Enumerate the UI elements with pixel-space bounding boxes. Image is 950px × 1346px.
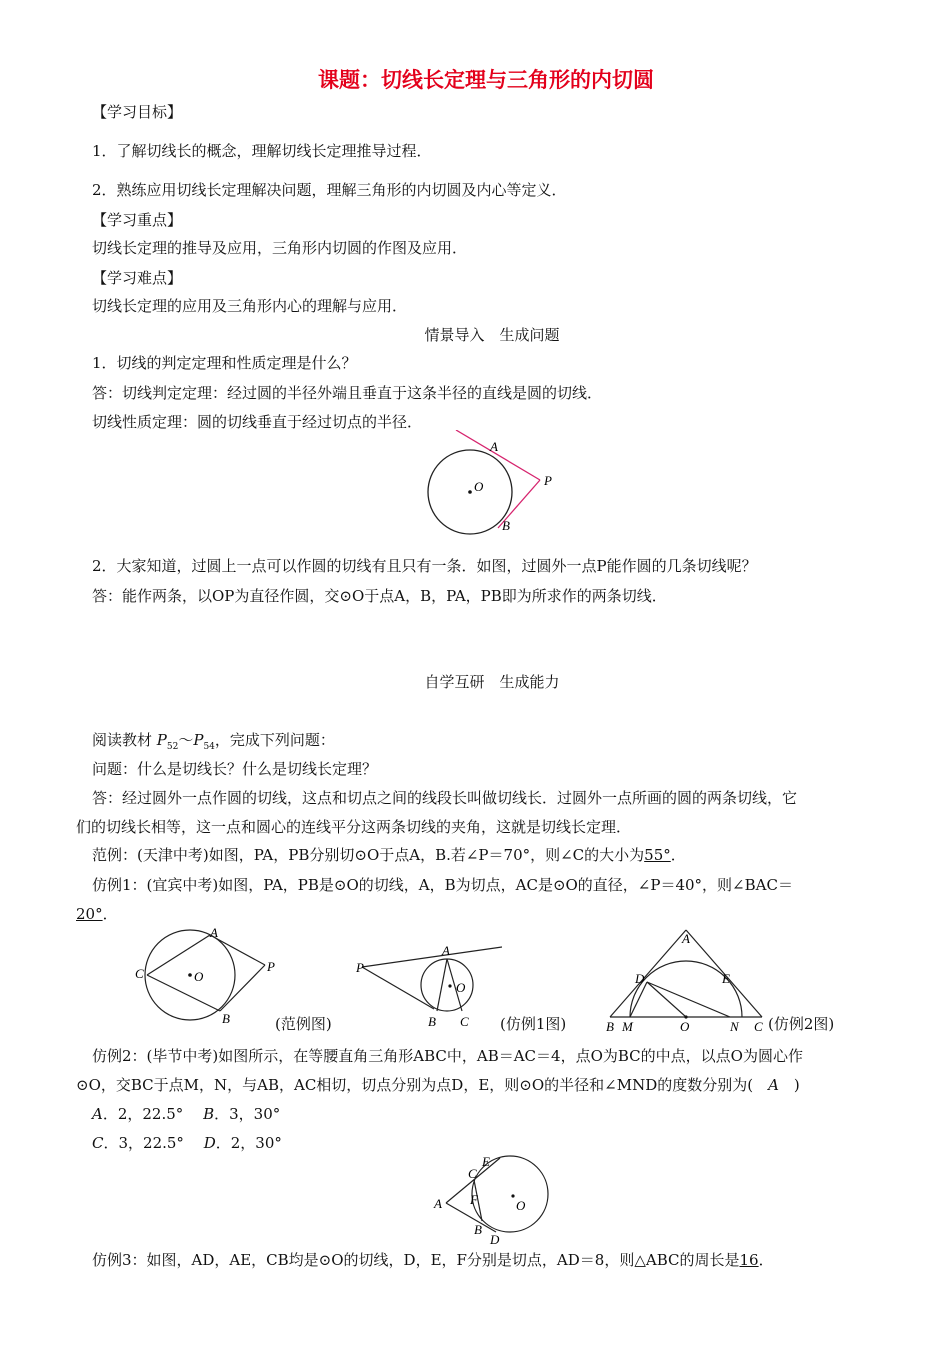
f3-label-e: E bbox=[482, 1154, 490, 1169]
fang2-line-2-end: ) bbox=[778, 1076, 800, 1094]
reading-suffix: ，完成下列问题： bbox=[214, 731, 335, 749]
answer-line-2: 们的切线长相等，这一点和圆心的连线平分这两条切线的夹角，这就是切线长定理． bbox=[76, 818, 632, 836]
opt-b: ．3，30° bbox=[214, 1105, 281, 1123]
section1-heading: 情景导入 生成问题 bbox=[424, 326, 560, 344]
f2-label-m: M bbox=[622, 1019, 633, 1034]
fang1-end: ． bbox=[102, 905, 118, 923]
ex-label-b: B bbox=[222, 1011, 230, 1026]
page-sep: ～ bbox=[178, 731, 194, 749]
fang2-line-2-text: ⊙O，交BC于点M，N，与AB，AC相切，切点分别为点D，E，则⊙O的半径和∠MND的度数分别为( bbox=[76, 1076, 769, 1094]
fang1-figure bbox=[352, 940, 502, 1032]
f3-label-f: F bbox=[470, 1192, 478, 1207]
f1-label-a: A bbox=[442, 943, 450, 958]
f3-label-c: C bbox=[468, 1166, 477, 1181]
tangent-pa bbox=[456, 430, 540, 480]
section2-heading: 自学互研 生成能力 bbox=[424, 673, 560, 691]
opt-c-letter: C bbox=[92, 1134, 104, 1152]
f2-label-b: B bbox=[606, 1019, 614, 1034]
caption-fang1: (仿例1图) bbox=[500, 1015, 567, 1033]
difficulty-text: 切线长定理的应用及三角形内心的理解与应用． bbox=[92, 297, 408, 315]
options-cd bbox=[92, 1133, 282, 1153]
options-ab bbox=[92, 1104, 280, 1124]
f2-label-d: D bbox=[635, 971, 645, 986]
label-a: A bbox=[490, 439, 498, 454]
answer-1b: 切线性质定理：圆的切线垂直于经过切点的半径． bbox=[92, 413, 423, 431]
page-p1: P bbox=[156, 731, 167, 749]
f2-label-a: A bbox=[682, 931, 690, 946]
label-b: B bbox=[502, 518, 510, 533]
fang3-figure bbox=[430, 1152, 560, 1247]
opt-b-letter: B bbox=[203, 1105, 215, 1123]
f2-label-o: O bbox=[680, 1019, 690, 1034]
opt-d-letter: D bbox=[203, 1134, 216, 1152]
page-sub2: 54 bbox=[203, 742, 215, 752]
f1-label-b: B bbox=[428, 1014, 436, 1029]
label-o: O bbox=[474, 479, 484, 494]
f1-label-c: C bbox=[460, 1014, 469, 1029]
fang3-question: 仿例3：如图，AD，AE，CB均是⊙O的切线，D，E，F分别是切点，AD＝8，则△ABC的周长是 bbox=[92, 1251, 740, 1269]
label-p: P bbox=[544, 473, 552, 488]
opt-d: ．2，30° bbox=[215, 1134, 282, 1152]
goal-item-1: 1．了解切线长的概念，理解切线长定理推导过程． bbox=[92, 142, 432, 160]
page-title: 课题：切线长定理与三角形的内切圆 bbox=[318, 68, 654, 92]
goals-heading: 【学习目标】 bbox=[92, 103, 183, 121]
fang2-answer: A bbox=[768, 1076, 779, 1094]
focus-heading: 【学习重点】 bbox=[92, 211, 183, 229]
f3-label-o: O bbox=[516, 1198, 526, 1213]
question: 问题：什么是切线长？什么是切线长定理？ bbox=[92, 760, 378, 778]
opt-a: ．2，22.5° bbox=[102, 1105, 184, 1123]
page-sub1: 52 bbox=[166, 742, 179, 752]
ex-label-a: A bbox=[210, 925, 218, 940]
ex-label-o: O bbox=[194, 969, 204, 984]
answer-1a: 答：切线判定定理：经过圆的半径外端且垂直于这条半径的直线是圆的切线． bbox=[92, 384, 603, 402]
f3-label-b: B bbox=[474, 1222, 482, 1237]
f1-label-o: O bbox=[456, 980, 466, 995]
answer-line-1: 答：经过圆外一点作圆的切线，这点和切点之间的线段长叫做切线长．过圆外一点所画的圆的两条切线，它 bbox=[92, 789, 798, 807]
f1-label-p: P bbox=[356, 960, 364, 975]
f2-label-c: C bbox=[754, 1019, 763, 1034]
f3-label-a: A bbox=[434, 1196, 442, 1211]
tangent-figure bbox=[420, 430, 570, 555]
page-p2: P bbox=[193, 731, 204, 749]
example-answer: 55° bbox=[644, 846, 671, 864]
fang3-text bbox=[92, 1250, 774, 1270]
example-question: 范例：(天津中考)如图，PA，PB分别切⊙O于点A，B.若∠P＝70°，则∠C的大小为 bbox=[92, 846, 645, 864]
example-figure bbox=[130, 925, 285, 1030]
reading-instruction bbox=[92, 730, 335, 757]
ex-label-c: C bbox=[135, 966, 144, 981]
fang1-answer-line bbox=[76, 904, 118, 924]
f3-label-d: D bbox=[490, 1232, 500, 1247]
opt-c: ．3，22.5° bbox=[103, 1134, 184, 1152]
fang3-answer: 16 bbox=[739, 1251, 759, 1269]
ex-label-p: P bbox=[267, 959, 275, 974]
center-dot bbox=[468, 490, 472, 494]
question-1: 1．切线的判定定理和性质定理是什么？ bbox=[92, 354, 357, 372]
question-2: 2．大家知道，过圆上一点可以作圆的切线有且只有一条．如图，过圆外一点P能作圆的几条切线呢？ bbox=[92, 557, 757, 575]
fang2-line-1: 仿例2：(毕节中考)如图所示，在等腰直角三角形ABC中，AB＝AC＝4，点O为BC的中点，以点O为圆心作 bbox=[92, 1047, 803, 1065]
caption-fang2: (仿例2图) bbox=[768, 1015, 835, 1033]
fang2-line-2 bbox=[76, 1075, 800, 1095]
fang1-text: 仿例1：(宜宾中考)如图，PA，PB是⊙O的切线，A，B为切点，AC是⊙O的直径，∠P＝40°，则∠BAC＝ bbox=[92, 876, 793, 894]
caption-example: (范例图) bbox=[275, 1015, 332, 1033]
example-end: ． bbox=[670, 846, 686, 864]
fang3-end: ． bbox=[758, 1251, 774, 1269]
reading-prefix: 阅读教材 bbox=[92, 731, 153, 749]
answer-2: 答：能作两条，以OP为直径作圆，交⊙O于点A，B，PA，PB即为所求作的两条切线． bbox=[92, 587, 667, 605]
difficulty-heading: 【学习难点】 bbox=[92, 269, 183, 287]
opt-a-letter: A bbox=[92, 1105, 103, 1123]
example-text bbox=[92, 845, 686, 865]
f2-label-e: E bbox=[722, 971, 730, 986]
goal-item-2: 2．熟练应用切线长定理解决问题，理解三角形的内切圆及内心等定义． bbox=[92, 181, 567, 199]
f2-label-n: N bbox=[730, 1019, 739, 1034]
fang1-answer: 20° bbox=[76, 905, 103, 923]
fang2-figure bbox=[600, 925, 770, 1035]
focus-text: 切线长定理的推导及应用，三角形内切圆的作图及应用． bbox=[92, 239, 468, 257]
